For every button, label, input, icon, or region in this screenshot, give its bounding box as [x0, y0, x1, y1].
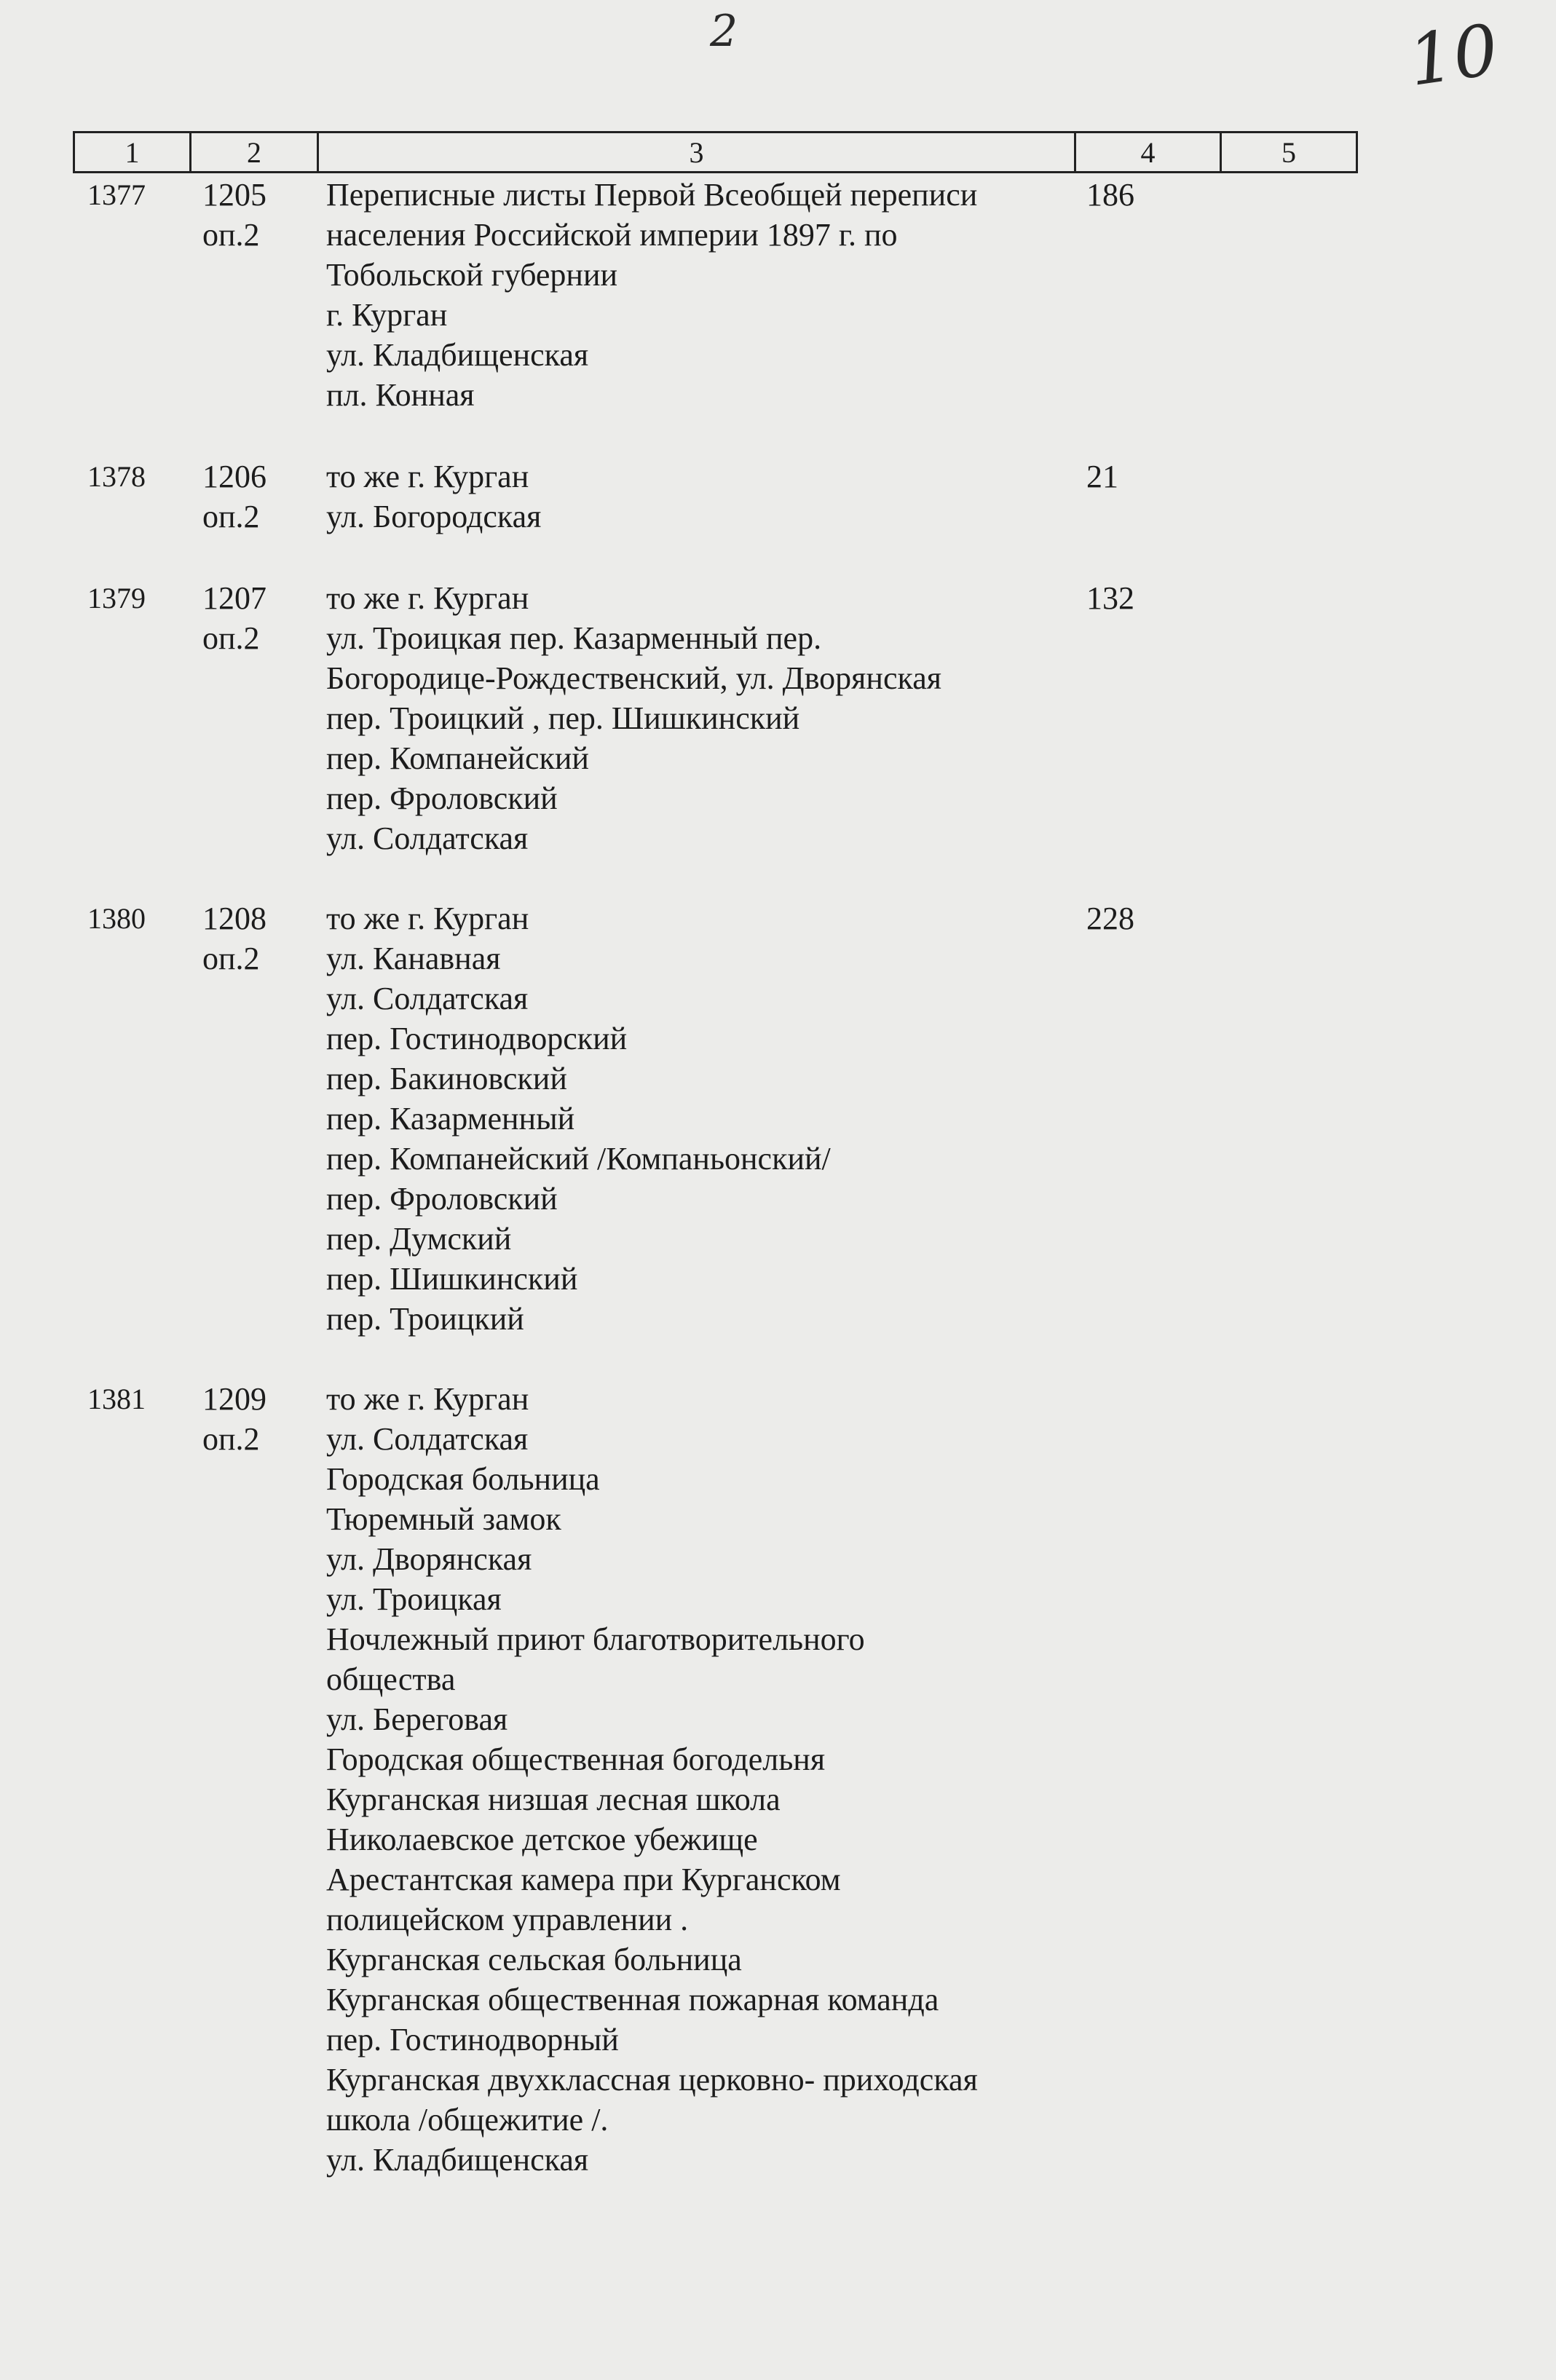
record-sheet-count: 186 [1086, 177, 1134, 213]
fond-line: 1209 [202, 1381, 266, 1417]
record-sheet-count: 132 [1086, 580, 1134, 616]
description-line: Курганская низшая лесная школа [326, 1782, 781, 1817]
record-description [326, 898, 1062, 1339]
description-line: пл. Конная [326, 377, 475, 413]
description-line: пер. Компанейский /Компаньонский/ [326, 1141, 831, 1177]
column-header-4: 4 [1076, 133, 1222, 171]
record-description [326, 175, 1062, 415]
record-fond [202, 578, 266, 658]
description-line: пер. Шишкинский [326, 1261, 578, 1297]
fond-line: оп.2 [202, 217, 260, 253]
description-line: то же г. Курган [326, 459, 529, 494]
record-description [326, 456, 1062, 537]
description-line: Арестантская камера при Курганском [326, 1862, 841, 1897]
description-line: пер. Троицкий [326, 1301, 524, 1337]
record-description [326, 1379, 1062, 2180]
description-line: ул. Троицкая [326, 1581, 502, 1617]
description-line: пер. Думский [326, 1221, 512, 1257]
column-header-3: 3 [319, 133, 1076, 171]
fond-line: 1205 [202, 177, 266, 213]
description-line: пер. Фроловский [326, 1181, 558, 1217]
description-line: общества [326, 1661, 456, 1697]
description-line: ул. Канавная [326, 941, 501, 976]
record-fond [202, 456, 266, 537]
description-line: ул. Солдатская [326, 821, 529, 856]
description-line: ул. Береговая [326, 1701, 508, 1737]
description-line: пер. Бакиновский [326, 1061, 567, 1096]
record-fond [202, 175, 266, 255]
record-fond [202, 1379, 266, 1459]
record-number: 1381 [87, 1383, 146, 1415]
description-line: Ночлежный приют благотворительного [326, 1621, 865, 1657]
sheet-number: 10 [1403, 9, 1504, 102]
description-line: Тюремный замок [326, 1501, 561, 1537]
fond-line: 1206 [202, 459, 266, 494]
description-line: Тобольской губернии [326, 257, 618, 293]
description-line: ул. Солдатская [326, 981, 529, 1016]
description-line: пер. Фроловский [326, 780, 558, 816]
description-line: ул. Кладбищенская [326, 2142, 589, 2178]
description-line: ул. Кладбищенская [326, 337, 589, 373]
description-line: Городская общественная богодельня [326, 1741, 826, 1777]
record-number: 1378 [87, 460, 146, 493]
fond-line: оп.2 [202, 941, 260, 976]
description-line: Городская больница [326, 1461, 600, 1497]
fond-line: оп.2 [202, 1421, 260, 1457]
record-description [326, 578, 1062, 858]
column-header-1: 1 [75, 133, 191, 171]
description-line: то же г. Курган [326, 580, 529, 616]
description-line: ул. Богородская [326, 499, 542, 534]
description-line: школа /общежитие /. [326, 2102, 609, 2138]
fond-line: 1207 [202, 580, 266, 616]
description-line: то же г. Курган [326, 901, 529, 936]
description-line: Курганская сельская больница [326, 1942, 742, 1977]
column-header-5: 5 [1281, 135, 1296, 169]
description-line: полицейском управлении . [326, 1902, 689, 1937]
page-number: 2 [710, 6, 738, 57]
fond-line: оп.2 [202, 620, 260, 656]
description-line: Николаевское детское убежище [326, 1822, 758, 1857]
description-line: Богородице-Рождественский, ул. Дворянская [326, 660, 941, 696]
description-line: пер. Гостинодворский [326, 1021, 628, 1056]
description-line: ул. Дворянская [326, 1541, 532, 1577]
description-line: пер. Казарменный [326, 1101, 575, 1136]
fond-line: 1208 [202, 901, 266, 936]
description-line: ул. Троицкая пер. Казарменный пер. [326, 620, 822, 656]
record-sheet-count: 21 [1086, 459, 1118, 494]
description-line: то же г. Курган [326, 1381, 529, 1417]
description-line: пер. Компанейский [326, 740, 589, 776]
description-line: населения Российской империи 1897 г. по [326, 217, 898, 253]
description-line: пер. Троицкий , пер. Шишкинский [326, 700, 800, 736]
record-fond [202, 898, 266, 979]
description-line: Курганская двухклассная церковно- приходская [326, 2062, 978, 2098]
record-sheet-count: 228 [1086, 901, 1134, 936]
column-header-row [73, 131, 1358, 173]
description-line: Курганская общественная пожарная команда [326, 1982, 939, 2017]
description-line: пер. Гостинодворный [326, 2022, 619, 2057]
record-number: 1380 [87, 902, 146, 935]
description-line: Переписные листы Первой Всеобщей переписи [326, 177, 978, 213]
record-number: 1379 [87, 582, 146, 614]
fond-line: оп.2 [202, 499, 260, 534]
description-line: ул. Солдатская [326, 1421, 529, 1457]
description-line: г. Курган [326, 297, 448, 333]
record-number: 1377 [87, 178, 146, 211]
column-header-2: 2 [191, 133, 319, 171]
